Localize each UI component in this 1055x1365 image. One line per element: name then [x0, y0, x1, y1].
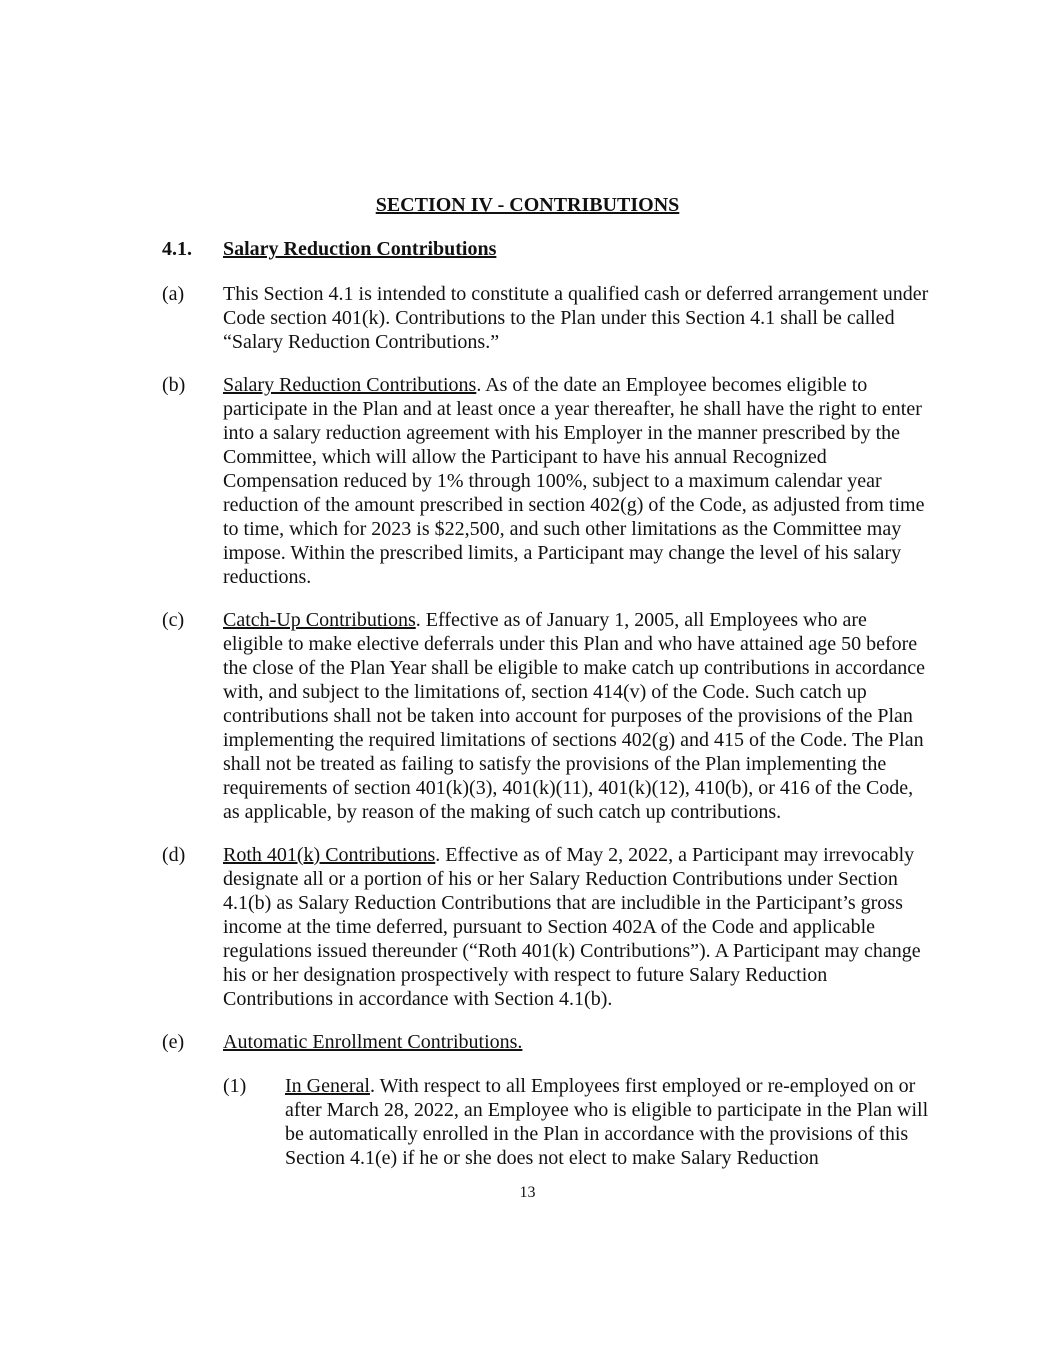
para-b-line: Committee, which will allow the Participant to have his annual Recognized — [223, 446, 827, 468]
para-a-label: (a) — [162, 283, 185, 305]
para-b-first-line — [223, 373, 963, 397]
para-b-first-line-rest: . As of the date an Employee becomes eligible to — [476, 374, 868, 396]
para-c-first-line — [223, 608, 963, 632]
para-d-line: designate all or a portion of his or her Salary Reduction Contributions under Section — [223, 868, 898, 890]
para-c-line: requirements of section 401(k)(3), 401(k)(11), 401(k)(12), 410(b), or 416 of the Code, — [223, 777, 914, 799]
para-d-text — [223, 843, 963, 1011]
para-c-text — [223, 608, 963, 824]
para-d-line: Contributions in accordance with Section 4.1(b). — [223, 988, 613, 1010]
para-e-label: (e) — [162, 1031, 185, 1053]
para-d-line: 4.1(b) as Salary Reduction Contributions that are includible in the Participant’s gross — [223, 892, 903, 914]
para-b-line: reduction of the amount prescribed in section 402(g) of the Code, as adjusted from time — [223, 494, 925, 516]
para-e1-first-line — [285, 1074, 965, 1098]
para-b-line: to time, which for 2023 is $22,500, and such other limitations as the Committee may — [223, 518, 902, 540]
para-a-line: Code section 401(k). Contributions to the Plan under this Section 4.1 shall be called — [223, 307, 895, 329]
para-e1-first-line-rest: . With respect to all Employees first employed or re-employed on or — [369, 1075, 916, 1097]
para-b-line: participate in the Plan and at least once a year thereafter, he shall have the right to enter — [223, 398, 922, 420]
para-e1-heading: In General — [285, 1075, 370, 1097]
para-a-text — [223, 282, 963, 354]
para-d-line: his or her designation prospectively with respect to future Salary Reduction — [223, 964, 828, 986]
para-e1-line: after March 28, 2022, an Employee who is eligible to participate in the Plan will — [285, 1099, 929, 1121]
section-number: 4.1. — [162, 238, 192, 260]
page-number: 13 — [519, 1184, 536, 1201]
para-d-line: income at the time deferred, pursuant to Section 402A of the Code and applicable — [223, 916, 876, 938]
para-c-line: shall not be treated as failing to satisfy the provisions of the Plan implementing the — [223, 753, 887, 775]
para-d-first-line — [223, 843, 963, 867]
para-c-line: the close of the Plan Year shall be eligible to make catch up contributions in accordance — [223, 657, 926, 679]
section-title: Salary Reduction Contributions — [223, 238, 497, 260]
para-e1-line: be automatically enrolled in the Plan in accordance with the provisions of this — [285, 1123, 909, 1145]
para-b-line: into a salary reduction agreement with his Employer in the manner prescribed by the — [223, 422, 901, 444]
para-b-line: impose. Within the prescribed limits, a Participant may change the level of his salary — [223, 542, 902, 564]
para-b-label: (b) — [162, 374, 186, 396]
para-a-line: “Salary Reduction Contributions.” — [223, 331, 500, 353]
section-heading: SECTION IV - CONTRIBUTIONS — [375, 194, 680, 216]
para-d-line: regulations issued thereunder (“Roth 401(k) Contributions”). A Participant may change — [223, 940, 921, 962]
para-e1-label: (1) — [223, 1075, 247, 1097]
para-c-line: eligible to make elective deferrals under this Plan and who have attained age 50 before — [223, 633, 918, 655]
para-c-label: (c) — [162, 609, 185, 631]
para-e1-text — [285, 1074, 965, 1170]
para-b-text — [223, 373, 963, 589]
para-a-line: This Section 4.1 is intended to constitute a qualified cash or deferred arrangement under — [223, 283, 929, 305]
para-c-line: as applicable, by reason of the making of such catch up contributions. — [223, 801, 782, 823]
para-e-text — [223, 1030, 963, 1054]
para-c-line: with, and subject to the limitations of, section 414(v) of the Code. Such catch up — [223, 681, 867, 703]
para-d-heading: Roth 401(k) Contributions — [223, 844, 436, 866]
para-b-line: Compensation reduced by 1% through 100%, subject to a maximum calendar year — [223, 470, 882, 492]
para-d-first-line-rest: . Effective as of May 2, 2022, a Participant may irrevocably — [435, 844, 915, 866]
para-c-heading: Catch-Up Contributions — [223, 609, 416, 631]
para-c-line: implementing the required limitations of sections 402(g) and 415 of the Code. The Plan — [223, 729, 924, 751]
para-e1-line: Section 4.1(e) if he or she does not elect to make Salary Reduction — [285, 1147, 819, 1169]
para-c-first-line-rest: . Effective as of January 1, 2005, all Employees who are — [415, 609, 867, 631]
para-b-heading: Salary Reduction Contributions — [223, 374, 477, 396]
para-c-line: contributions shall not be taken into account for purposes of the provisions of the Plan — [223, 705, 913, 727]
para-e-heading: Automatic Enrollment Contributions. — [223, 1031, 523, 1053]
para-b-line: reductions. — [223, 566, 312, 588]
para-d-label: (d) — [162, 844, 186, 866]
